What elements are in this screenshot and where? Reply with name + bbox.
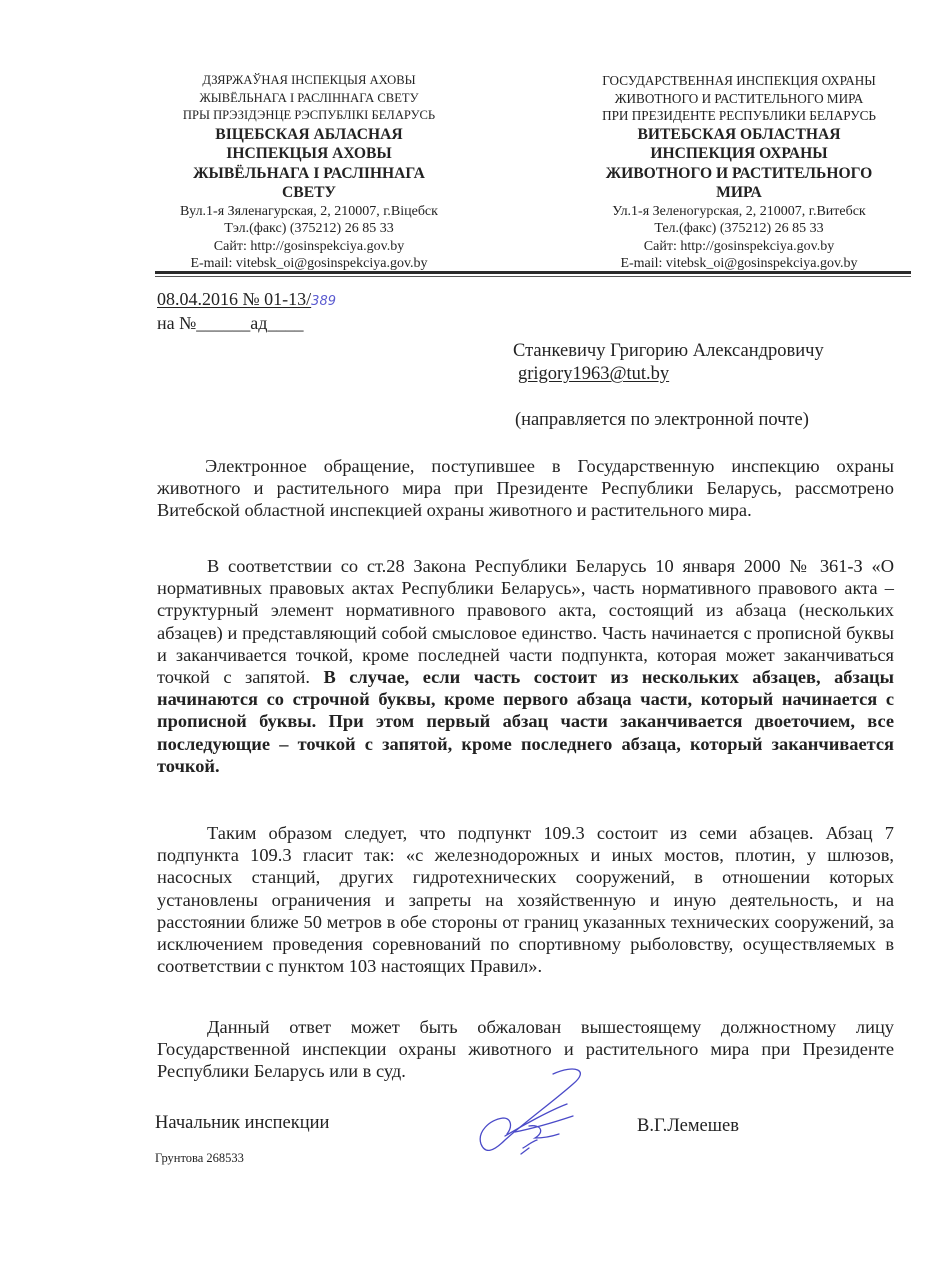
org-header-line: ЖИВОТНОГО И РАСТИТЕЛЬНОГО МИРА [614, 90, 864, 106]
org-address: Ул.1-я Зеленогурская, 2, 210007, г.Витебск [612, 203, 866, 219]
reply-reference: на №______ад____ [157, 313, 304, 333]
org-name-line: ИНСПЕКЦИЯ ОХРАНЫ [650, 145, 828, 162]
letterhead-divider [155, 271, 911, 274]
signature-stroke [521, 1140, 537, 1154]
org-address: Вул.1-я Зяленагурская, 2, 210007, г.Віцебск [180, 203, 438, 219]
signature-stroke [505, 1104, 567, 1136]
letterhead-divider-thin [155, 276, 911, 277]
org-phone: Тел.(факс) (375212) 26 85 33 [654, 221, 824, 236]
org-header-line: ПРЫ ПРЭЗІДЭНЦЕ РЭСПУБЛІКІ БЕЛАРУСЬ [182, 108, 436, 122]
paragraph-text [157, 555, 894, 777]
org-email: E-mail: vitebsk_oi@gosinspekciya.gov.by [620, 256, 858, 271]
delivery-note: (направляется по электронной почте) [515, 410, 809, 430]
paragraph-3 [157, 822, 894, 977]
signer-name: В.Г.Лемешев [637, 1116, 739, 1136]
handwritten-signature-icon [455, 1062, 615, 1172]
org-site: Сайт: http://gosinspekciya.gov.by [643, 238, 835, 254]
signature-stroke [480, 1069, 580, 1150]
paragraph-text: Электронное обращение, поступившее в Государственную инспекцию охраны животного и растительного мира при Президенте Республики Беларусь, рассмотрено Витебской областной инспекцией охраны животного и растительного мира. [157, 456, 894, 521]
org-header-line: ПРИ ПРЕЗИДЕНТЕ РЕСПУБЛИКИ БЕЛАРУСЬ [602, 108, 876, 123]
registration-handwritten: 389 [311, 294, 336, 309]
paragraph-1 [157, 455, 894, 522]
registration-printed: 08.04.2016 № 01-13/ [157, 289, 312, 309]
addressee-email-link[interactable]: grigory1963@tut.by [518, 364, 670, 384]
paragraph-2 [157, 555, 894, 777]
org-header-line: ЖЫВЁЛЬНАГА І РАСЛІННАГА СВЕТУ [199, 90, 419, 105]
org-site: Сайт: http://gosinspekciya.gov.by [213, 238, 405, 254]
org-name-line: ЖЫВЁЛЬНАГА І РАСЛІННАГА [193, 164, 425, 182]
letterhead-belarusian [150, 72, 468, 273]
signer-title: Начальник инспекции [155, 1113, 330, 1133]
paragraph-text: Данный ответ может быть обжалован вышестоящему должностному лицу Государственной инспекции охраны животного и растительного мира при Президенте Республики Беларусь или в суд. [157, 1017, 894, 1082]
org-header-line: ГОСУДАРСТВЕННАЯ ИНСПЕКЦИЯ ОХРАНЫ [602, 73, 876, 88]
letterhead [150, 72, 910, 271]
org-phone: Тэл.(факс) (375212) 26 85 33 [224, 221, 394, 236]
org-name-line: МИРА [716, 184, 762, 201]
paragraph-regular-text: В соответствии со ст.28 Закона Республики Беларусь 10 января 2000 № 361-З «О нормативных правовых актах Республики Беларусь», часть нормативного правового акта – структурный элемент нормативного правового акта, состоящий из абзаца (нескольких абзацев) и представляющий собой смысловое единство. Часть начинается с прописной буквы и заканчивается точкой, кроме последней части подпункта, которая может заканчиваться точкой с запятой. [157, 556, 894, 688]
addressee-name: Станкевичу Григорию Александровичу [513, 341, 824, 361]
registration-number [157, 288, 336, 313]
org-name-line: ВИТЕБСКАЯ ОБЛАСТНАЯ [637, 125, 841, 143]
org-name-line: ЖИВОТНОГО И РАСТИТЕЛЬНОГО [605, 164, 873, 182]
paragraph-text: Таким образом следует, что подпункт 109.3 состоит из семи абзацев. Абзац 7 подпункта 109.3 гласит так: «с железнодорожных и иных мостов, плотин, у шлюзов, насосных станций, других гидротехнических сооружений, в отношении которых установлены ограничения и запреты на хозяйственную и иную деятельность, и на расстоянии ближе 50 метров в обе стороны от границ указанных технических сооружений, за исключением проведения соревнований по спортивному рыболовству, осуществляемых в соответствии с пунктом 103 настоящих Правил». [157, 823, 894, 977]
org-name-line: СВЕТУ [282, 184, 336, 201]
executor-note: Грунтова 268533 [155, 1151, 244, 1165]
org-name-line: ВІЦЕБСКАЯ АБЛАСНАЯ [215, 125, 403, 143]
org-header-line: ДЗЯРЖАЎНАЯ ІНСПЕКЦЫЯ АХОВЫ [202, 73, 416, 87]
letterhead-russian [572, 72, 906, 273]
org-email: E-mail: vitebsk_oi@gosinspekciya.gov.by [190, 256, 428, 271]
paragraph-bold-text: В случае, если часть состоит из нескольких абзацев, абзацы начинаются со строчной буквы, кроме первого абзаца части, который начинается с прописной буквы. При этом первый абзац части заканчивается двоеточием, все последующие – точкой с запятой, кроме последнего абзаца, который заканчивается точкой. [157, 667, 894, 776]
org-name-line: ІНСПЕКЦЫЯ АХОВЫ [226, 145, 392, 162]
